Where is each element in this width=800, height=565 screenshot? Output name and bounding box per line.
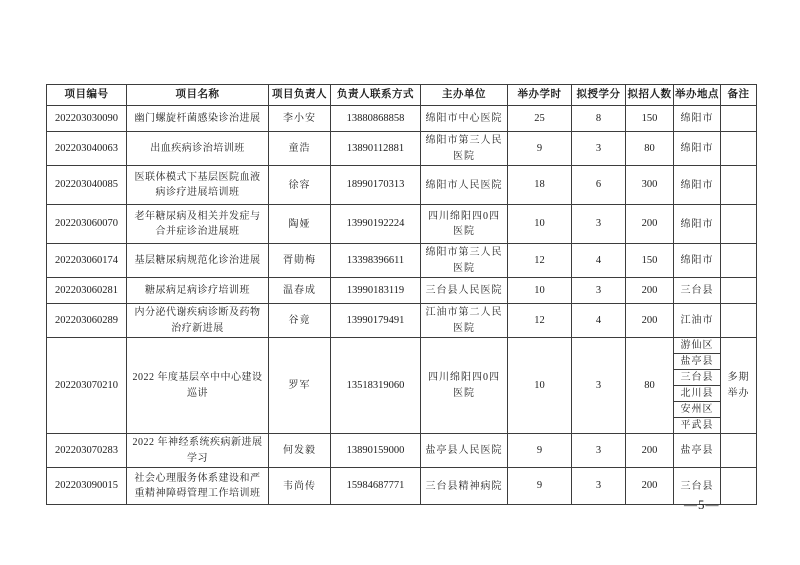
cell-remark: 多期举办	[721, 338, 757, 434]
cell-enrollment: 80	[626, 338, 674, 434]
cell-project-id: 202203070283	[47, 434, 127, 468]
cell-phone: 13990192224	[331, 205, 421, 244]
table-row	[47, 434, 757, 468]
cell-project-id: 202203060281	[47, 278, 127, 304]
header-remark: 备注	[721, 85, 757, 106]
cell-organizer: 绵阳市第三人民医院	[421, 244, 508, 278]
cell-project-id: 202203090015	[47, 468, 127, 505]
location-sub-cell: 北川县	[674, 386, 720, 402]
cell-enrollment: 200	[626, 278, 674, 304]
table-row	[47, 244, 757, 278]
location-sub-cell: 平武县	[680, 420, 714, 432]
cell-organizer: 绵阳市第三人民医院	[421, 132, 508, 166]
cell-remark	[721, 205, 757, 244]
cell-project-id: 202203060174	[47, 244, 127, 278]
header-hours: 举办学时	[508, 85, 572, 106]
cell-hours: 12	[508, 244, 572, 278]
cell-organizer: 四川绵阳四0四医院	[421, 338, 508, 434]
table-row	[47, 205, 757, 244]
cell-location: 三台县	[674, 468, 721, 505]
page-number: —5—	[684, 497, 720, 512]
cell-enrollment: 80	[626, 132, 674, 166]
cell-credits: 8	[572, 106, 626, 132]
header-location: 举办地点	[674, 85, 721, 106]
cell-location: 三台县	[674, 278, 721, 304]
header-credits: 拟授学分	[572, 85, 626, 106]
cell-phone: 13890112881	[331, 132, 421, 166]
table-row	[47, 304, 757, 338]
cell-leader: 温春成	[269, 278, 331, 304]
cell-phone: 13398396611	[331, 244, 421, 278]
cell-credits: 4	[572, 244, 626, 278]
header-phone: 负责人联系方式	[331, 85, 421, 106]
header-enrollment: 拟招人数	[626, 85, 674, 106]
cell-leader: 韦尚传	[269, 468, 331, 505]
cell-leader: 徐容	[269, 166, 331, 205]
cell-location: 绵阳市	[674, 166, 721, 205]
cell-project-id: 202203070210	[47, 338, 127, 434]
cell-leader: 童浩	[269, 132, 331, 166]
header-project-name: 项目名称	[127, 85, 269, 106]
location-sub-cell: 游仙区	[674, 338, 720, 354]
cell-project-name: 糖尿病足病诊疗培训班	[127, 278, 269, 304]
cell-organizer: 江油市第二人民医院	[421, 304, 508, 338]
cell-project-id: 202203040085	[47, 166, 127, 205]
cell-leader: 何发毅	[269, 434, 331, 468]
cell-credits: 3	[572, 132, 626, 166]
cell-project-name: 内分泌代谢疾病诊断及药物治疗新进展	[127, 304, 269, 338]
cell-remark	[721, 434, 757, 468]
table-row	[47, 468, 757, 505]
cell-leader: 陶娅	[269, 205, 331, 244]
cell-enrollment: 200	[626, 468, 674, 505]
cell-hours: 25	[508, 106, 572, 132]
cell-hours: 10	[508, 338, 572, 434]
cell-hours: 10	[508, 205, 572, 244]
cell-organizer: 盐亭县人民医院	[421, 434, 508, 468]
cell-hours: 12	[508, 304, 572, 338]
cell-remark	[721, 132, 757, 166]
cell-hours: 9	[508, 468, 572, 505]
cell-credits: 3	[572, 338, 626, 434]
cell-organizer: 绵阳市人民医院	[421, 166, 508, 205]
header-organizer: 主办单位	[421, 85, 508, 106]
table-row	[47, 338, 757, 434]
header-leader: 项目负责人	[269, 85, 331, 106]
cell-credits: 3	[572, 434, 626, 468]
cell-credits: 3	[572, 468, 626, 505]
cell-organizer: 绵阳市中心医院	[421, 106, 508, 132]
cell-project-name: 医联体模式下基层医院血液病诊疗进展培训班	[127, 166, 269, 205]
cell-leader: 胥勋梅	[269, 244, 331, 278]
cell-project-name: 基层糖尿病规范化诊治进展	[127, 244, 269, 278]
cell-enrollment: 200	[626, 205, 674, 244]
cell-organizer: 三台县精神病院	[421, 468, 508, 505]
cell-project-name: 老年糖尿病及相关并发症与合并症诊治进展班	[127, 205, 269, 244]
cell-location: 盐亭县	[674, 434, 721, 468]
cell-location: 绵阳市	[674, 106, 721, 132]
training-programs-table	[46, 84, 757, 505]
cell-phone: 13518319060	[331, 338, 421, 434]
cell-location: 绵阳市	[674, 205, 721, 244]
cell-credits: 4	[572, 304, 626, 338]
cell-enrollment: 200	[626, 304, 674, 338]
cell-remark	[721, 278, 757, 304]
cell-project-name: 2022 年度基层卒中中心建设巡讲	[127, 338, 269, 434]
cell-leader: 李小安	[269, 106, 331, 132]
cell-project-id: 202203040063	[47, 132, 127, 166]
cell-remark	[721, 166, 757, 205]
cell-organizer: 四川绵阳四0四医院	[421, 205, 508, 244]
cell-remark	[721, 106, 757, 132]
cell-phone: 18990170313	[331, 166, 421, 205]
cell-credits: 6	[572, 166, 626, 205]
cell-credits: 3	[572, 205, 626, 244]
cell-phone: 13990183119	[331, 278, 421, 304]
cell-organizer: 三台县人民医院	[421, 278, 508, 304]
cell-project-id: 202203060289	[47, 304, 127, 338]
cell-project-name: 2022 年神经系统疾病新进展学习	[127, 434, 269, 468]
cell-phone: 13890159000	[331, 434, 421, 468]
table-row	[47, 278, 757, 304]
header-project-id: 项目编号	[47, 85, 127, 106]
cell-project-name: 社会心理服务体系建设和严重精神障碍管理工作培训班	[127, 468, 269, 505]
cell-credits: 3	[572, 278, 626, 304]
cell-project-name: 幽门螺旋杆菌感染诊治进展	[127, 106, 269, 132]
cell-leader: 谷竟	[269, 304, 331, 338]
cell-phone: 13880868858	[331, 106, 421, 132]
location-sub-cell: 三台县	[674, 370, 720, 386]
cell-remark	[721, 468, 757, 505]
cell-project-name: 出血疾病诊治培训班	[127, 132, 269, 166]
cell-phone: 15984687771	[331, 468, 421, 505]
cell-remark	[721, 244, 757, 278]
cell-location: 江油市	[674, 304, 721, 338]
cell-hours: 10	[508, 278, 572, 304]
cell-leader: 罗军	[269, 338, 331, 434]
cell-location-multi	[674, 338, 721, 434]
cell-project-id: 202203060070	[47, 205, 127, 244]
cell-hours: 9	[508, 132, 572, 166]
cell-phone: 13990179491	[331, 304, 421, 338]
cell-location: 绵阳市	[674, 132, 721, 166]
table-header-row	[47, 85, 757, 106]
location-sub-cell: 盐亭县	[674, 354, 720, 370]
cell-enrollment: 300	[626, 166, 674, 205]
cell-location: 绵阳市	[674, 244, 721, 278]
cell-project-id: 202203030090	[47, 106, 127, 132]
cell-enrollment: 150	[626, 244, 674, 278]
cell-enrollment: 200	[626, 434, 674, 468]
location-sub-cell: 安州区	[674, 402, 720, 418]
cell-hours: 9	[508, 434, 572, 468]
table-row	[47, 106, 757, 132]
table-row	[47, 132, 757, 166]
cell-enrollment: 150	[626, 106, 674, 132]
table-row	[47, 166, 757, 205]
cell-remark	[721, 304, 757, 338]
cell-hours: 18	[508, 166, 572, 205]
